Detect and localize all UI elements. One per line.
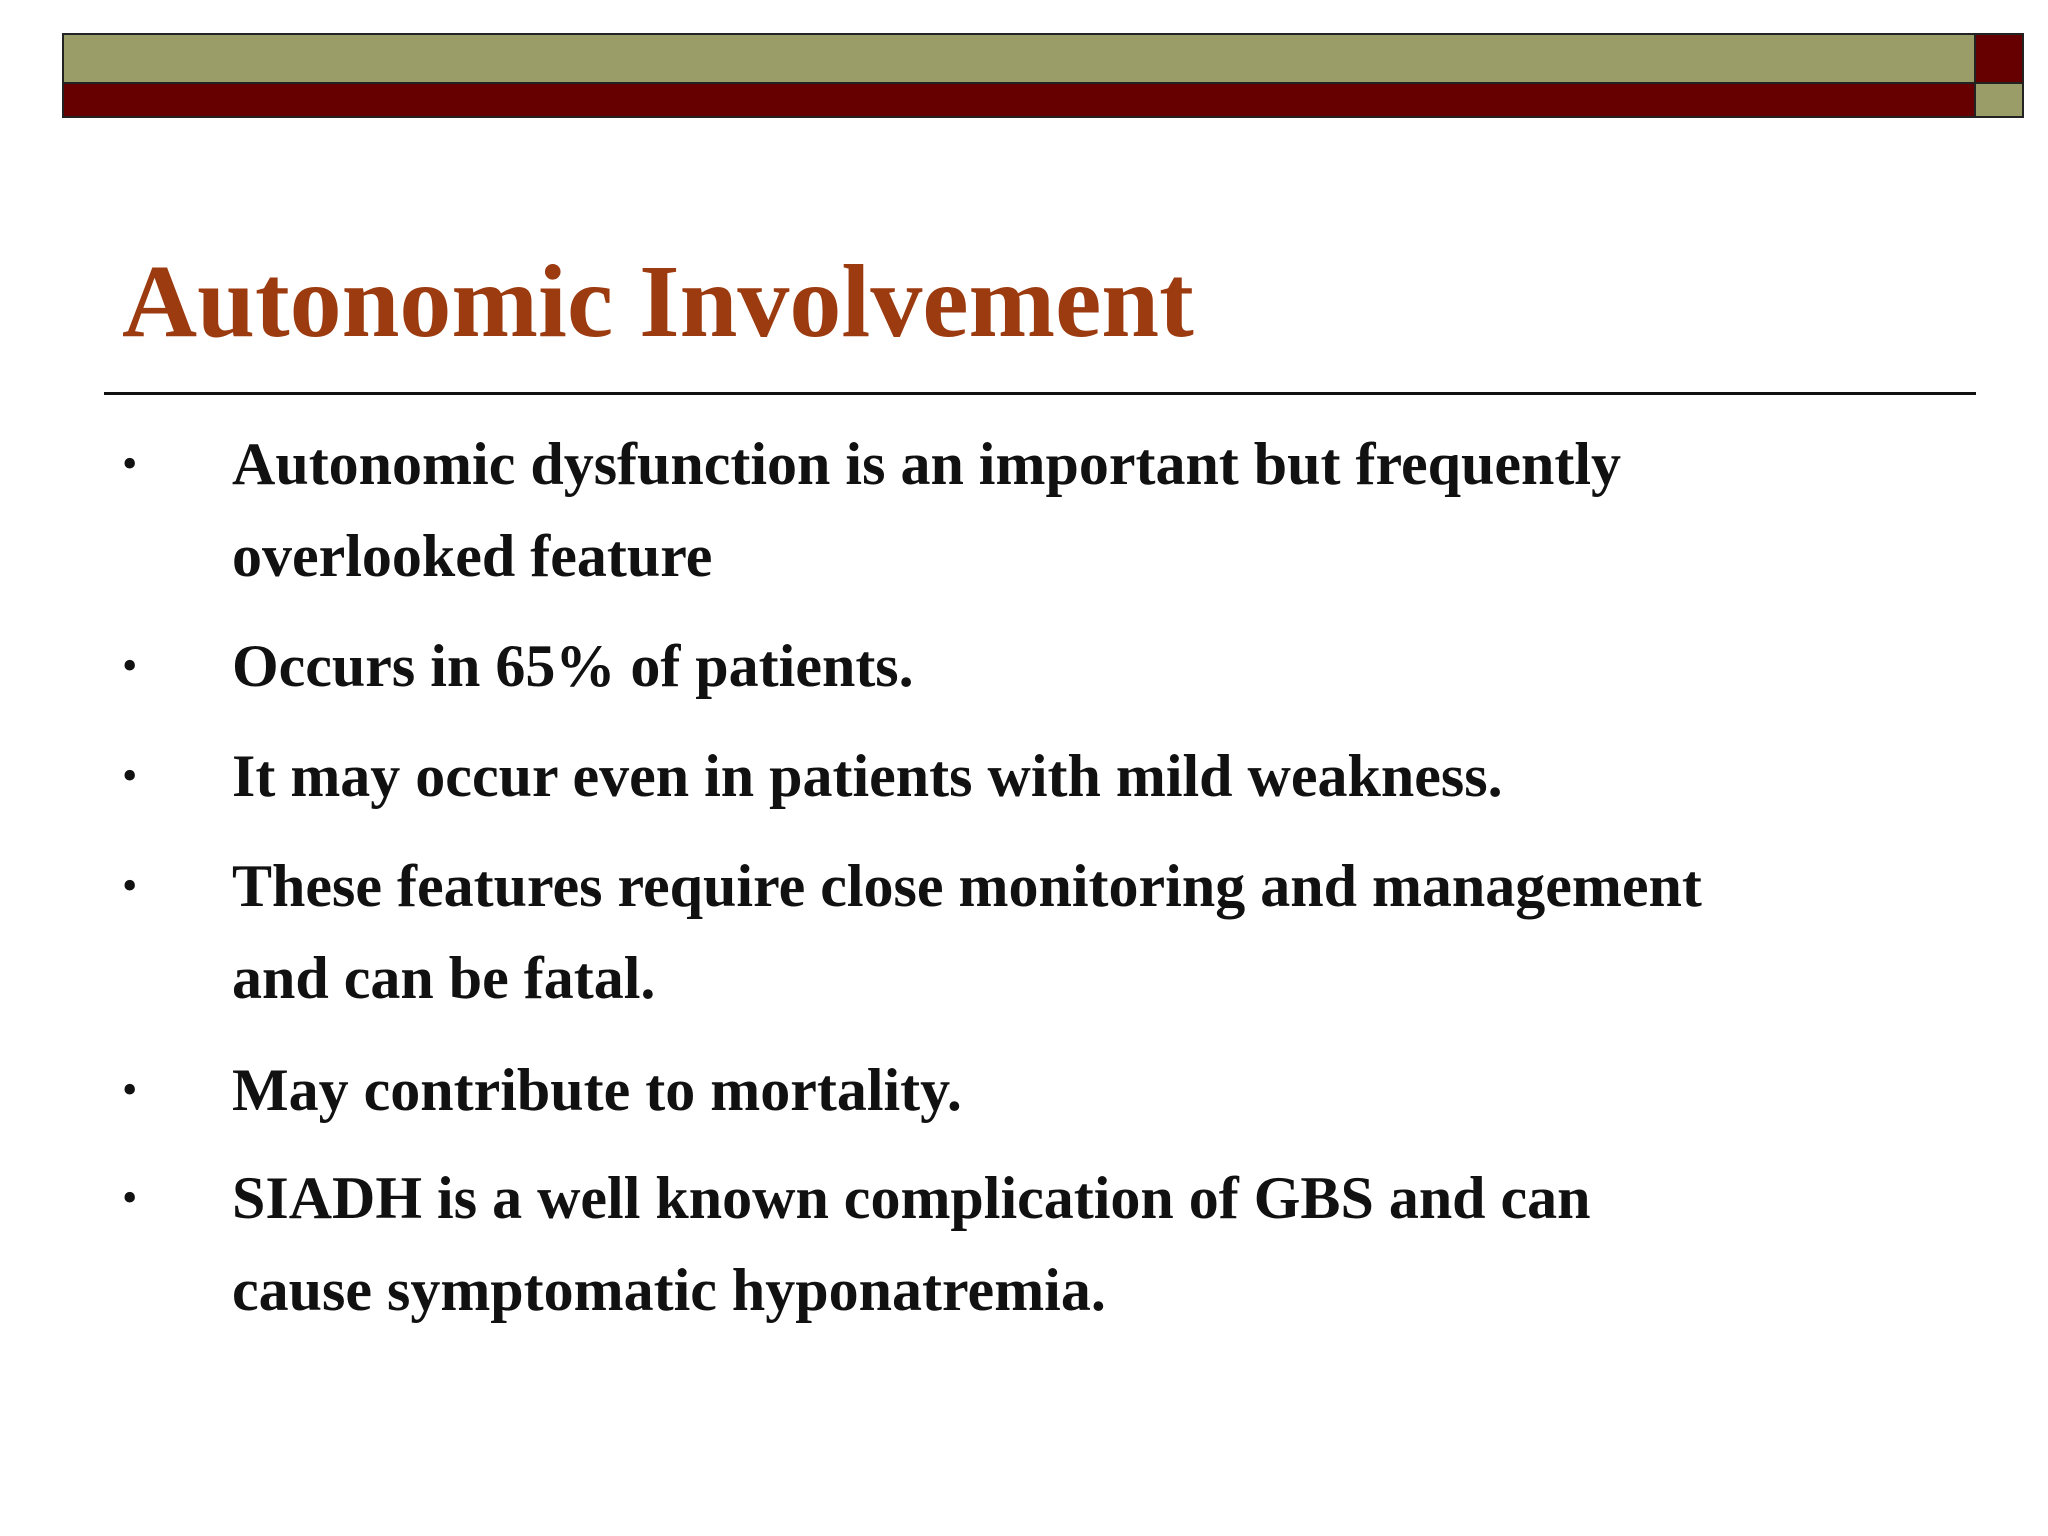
bullet-marker: •: [122, 861, 138, 910]
bullet-line: These features require close monitoring and management: [232, 853, 1702, 919]
bullet-marker: •: [122, 1173, 138, 1222]
bullet-marker: •: [122, 751, 138, 800]
header-square-maroon: [1976, 33, 2024, 84]
header-square-olive: [1976, 84, 2024, 118]
bullet-text: [232, 418, 1992, 602]
bullet-marker: •: [122, 439, 138, 488]
bullet-marker: •: [122, 641, 138, 690]
bullet-text: [232, 730, 1992, 822]
bullet-text: [232, 1152, 1992, 1336]
bullet-line: overlooked feature: [232, 523, 713, 589]
bullet-marker: •: [122, 1065, 138, 1114]
bullet-line: and can be fatal.: [232, 945, 656, 1011]
bullet-line: May contribute to mortality.: [232, 1057, 962, 1123]
header-bar-olive: [62, 33, 1976, 84]
bullet-line: SIADH is a well known complication of GBS and can: [232, 1165, 1591, 1231]
title-divider: [104, 392, 1976, 395]
bullet-text: [232, 620, 1992, 712]
bullet-line: cause symptomatic hyponatremia.: [232, 1257, 1106, 1323]
bullet-line: Autonomic dysfunction is an important but frequently: [232, 431, 1622, 497]
bullet-text: [232, 1044, 1992, 1136]
bullet-text: [232, 840, 1992, 1024]
bullet-line: Occurs in 65% of patients.: [232, 633, 914, 699]
header-bar-maroon: [62, 84, 1976, 118]
bullet-line: It may occur even in patients with mild weakness.: [232, 743, 1503, 809]
slide-title: Autonomic Involvement: [122, 244, 1194, 359]
